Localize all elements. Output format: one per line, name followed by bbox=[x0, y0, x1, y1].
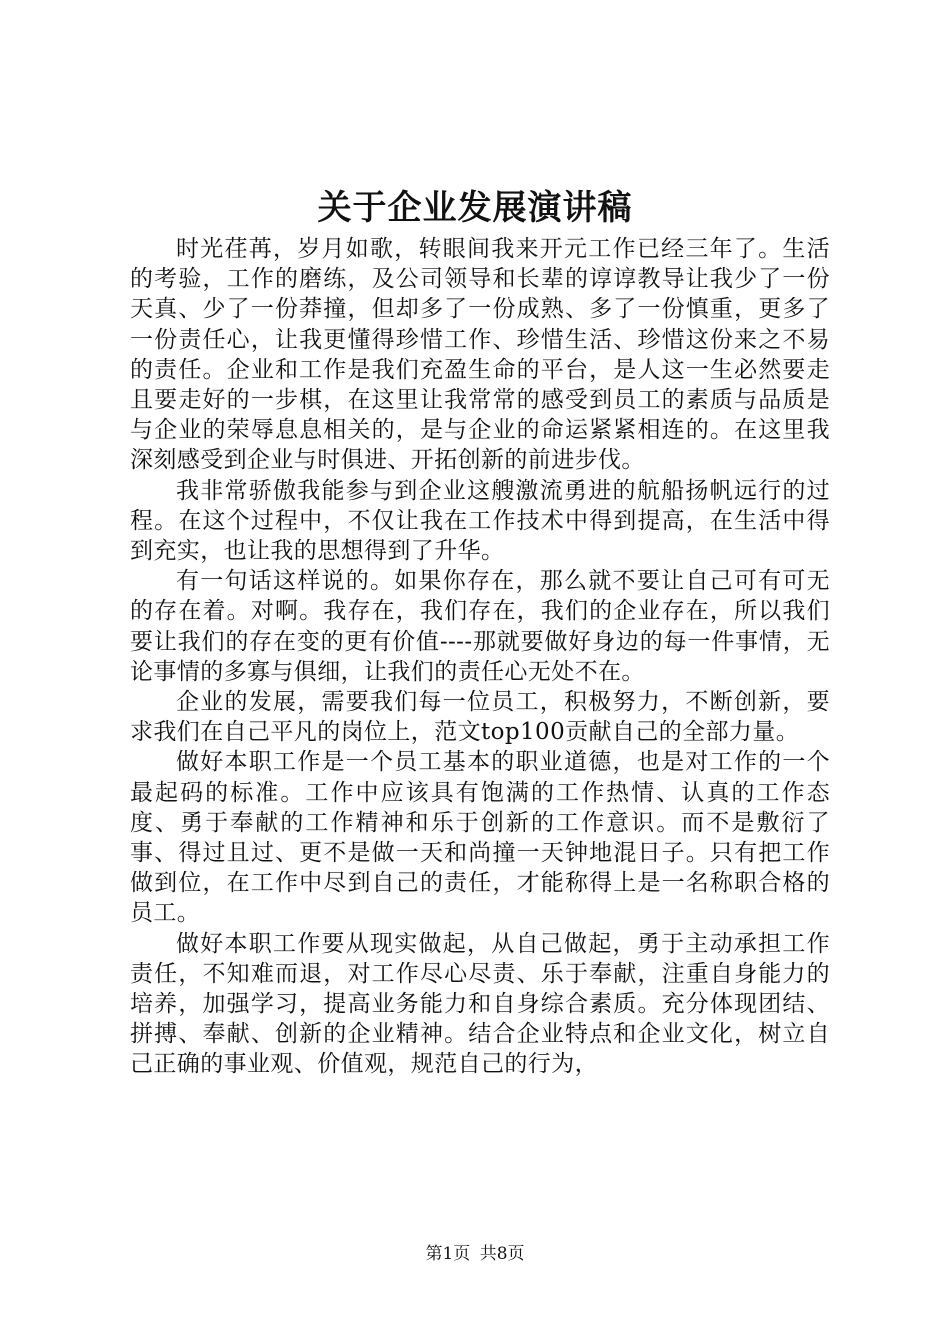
paragraph: 我非常骄傲我能参与到企业这艘激流勇进的航船扬帆远行的过程。在这个过程中，不仅让我在工作技术中得到提高，在生活中得到充实，也让我的思想得到了升华。 bbox=[130, 477, 830, 565]
paragraph: 时光荏苒，岁月如歌，转眼间我来开元工作已经三年了。生活的考验，工作的磨练，及公司领导和长辈的谆谆教导让我少了一份天真、少了一份莽撞，但却多了一份成熟、多了一份慎重，更多了一份责任心，让我更懂得珍惜工作、珍惜生活、珍惜这份来之不易的责任。企业和工作是我们充盈生命的平台，是人这一生必然要走且要走好的一步棋，在这里让我常常的感受到员工的素质与品质是与企业的荣辱息息相关的，是与企业的命运紧紧相连的。在这里我深刻感受到企业与时俱进、开拓创新的前进步伐。 bbox=[130, 236, 830, 474]
paragraph: 企业的发展，需要我们每一位员工，积极努力，不断创新，要求我们在自己平凡的岗位上，范文top100贡献自己的全部力量。 bbox=[130, 689, 830, 746]
page-number: 第1页 bbox=[425, 1244, 471, 1264]
paragraph: 做好本职工作是一个员工基本的职业道德，也是对工作的一个最起码的标准。工作中应该具有饱满的工作热情、认真的工作态度、勇于奉献的工作精神和乐于创新的工作意识。而不是敷衍了事、得过且过、更不是做一天和尚撞一天钟地混日子。只有把工作做到位，在工作中尽到自己的责任，才能称得上是一名称职合格的员工。 bbox=[130, 749, 830, 927]
document-body bbox=[130, 234, 830, 1080]
page-total: 共8页 bbox=[479, 1244, 525, 1264]
document-title: 关于企业发展演讲稿 bbox=[317, 188, 633, 228]
paragraph: 有一句话这样说的。如果你存在，那么就不要让自己可有可无的存在着。对啊。我存在，我们存在，我们的企业存在，所以我们要让我们的存在变的更有价值----那就要做好身边的每一件事情，无论事情的多寡与俱细，让我们的责任心无处不在。 bbox=[130, 568, 830, 685]
page-footer bbox=[0, 1242, 950, 1266]
paragraph: 做好本职工作要从现实做起，从自己做起，勇于主动承担工作责任，不知难而退，对工作尽心尽责、乐于奉献，注重自身能力的培养，加强学习，提高业务能力和自身综合素质。充分体现团结、拼搏、奉献、创新的企业精神。结合企业特点和企业文化，树立自己正确的事业观、价值观，规范自己的行为， bbox=[130, 930, 830, 1078]
